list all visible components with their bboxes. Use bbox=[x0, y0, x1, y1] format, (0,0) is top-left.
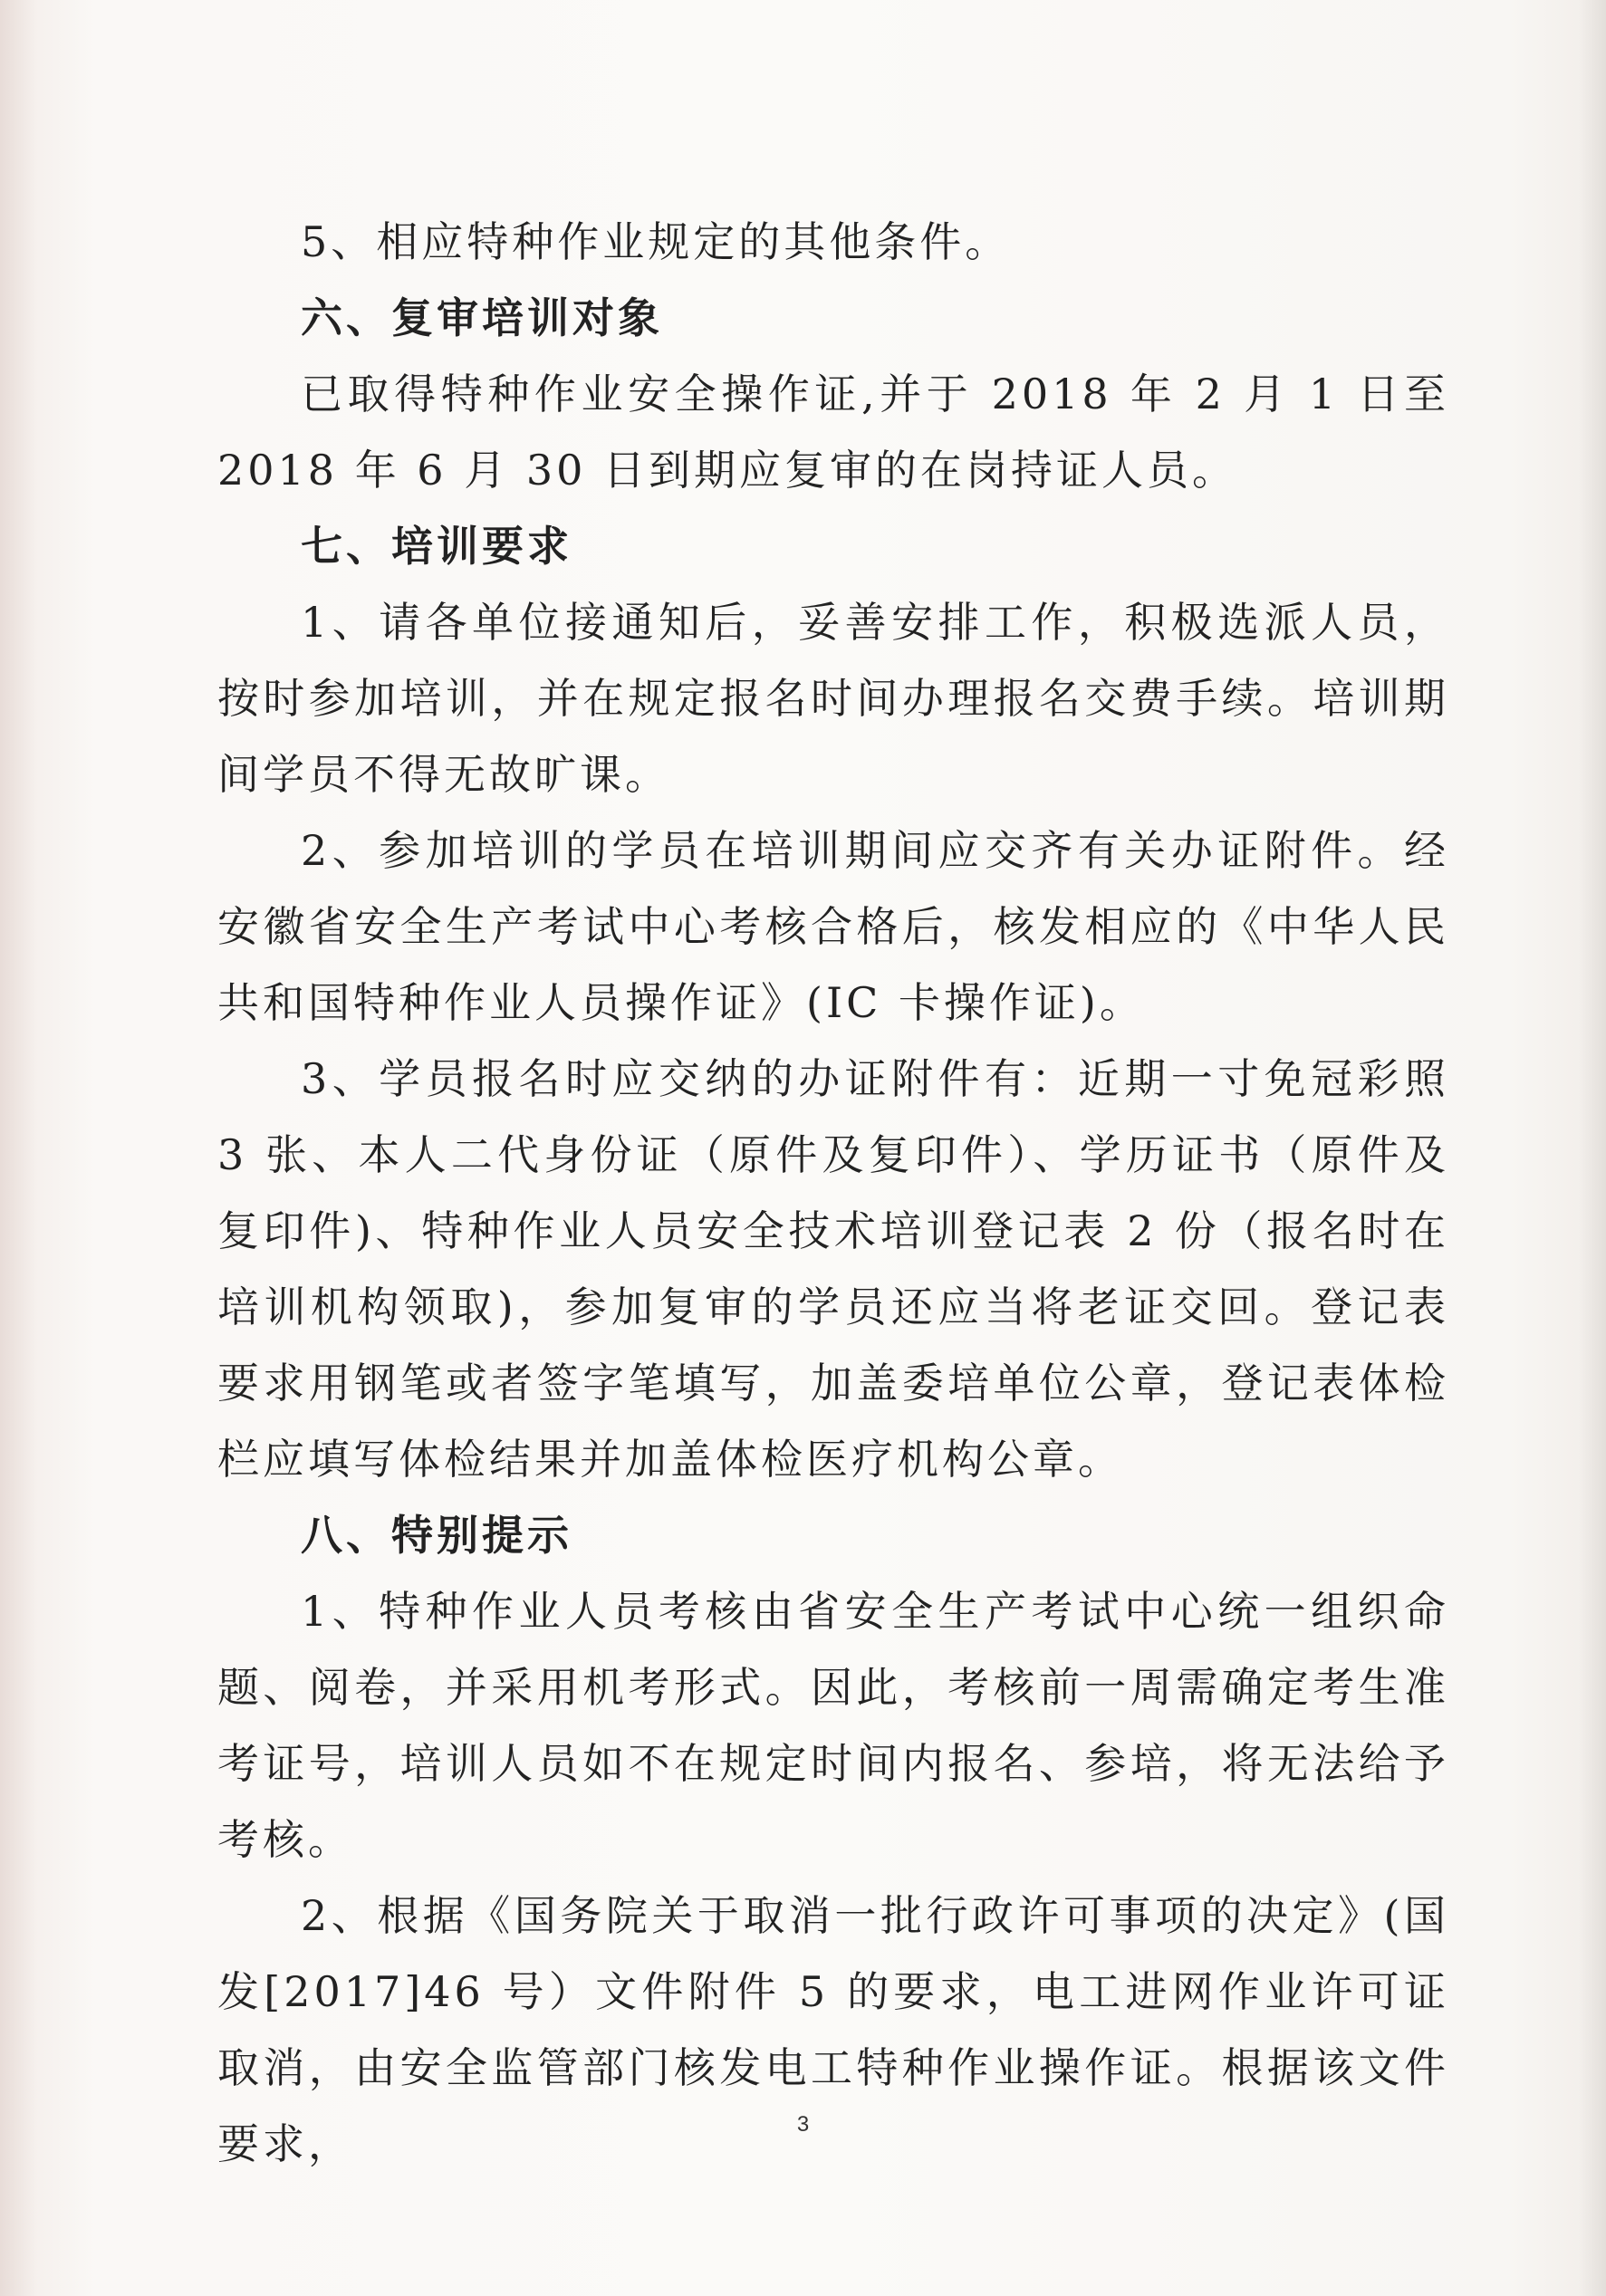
scan-edge-left bbox=[0, 0, 36, 2296]
paragraph-requirement-2: 2、参加培训的学员在培训期间应交齐有关办证附件。经安徽省安全生产考试中心考核合格后，核发相应的《中华人民共和国特种作业人员操作证》(IC 卡操作证)。 bbox=[217, 826, 1449, 1027]
section-heading-8: 八、特别提示 bbox=[301, 1511, 572, 1560]
section-heading-6: 六、复审培训对象 bbox=[301, 293, 663, 342]
page-number: 3 bbox=[796, 2112, 810, 2137]
body-text bbox=[217, 204, 1449, 2182]
paragraph-review-target: 已取得特种作业安全操作证,并于 2018 年 2 月 1 日至 2018 年 6 月 30 日到期应复审的在岗持证人员。 bbox=[217, 370, 1449, 495]
paragraph-requirement-1: 1、请各单位接通知后，妥善安排工作，积极选派人员，按时参加培训，并在规定报名时间办理报名交费手续。培训期间学员不得无故旷课。 bbox=[217, 598, 1449, 799]
paragraph-notice-2: 2、根据《国务院关于取消一批行政许可事项的决定》(国发[2017]46 号）文件附件 5 的要求，电工进网作业许可证取消，由安全监管部门核发电工特种作业操作证。根据该文件要求， bbox=[217, 1891, 1449, 2168]
scan-edge-right bbox=[1579, 0, 1606, 2296]
paragraph-item-5: 5、相应特种作业规定的其他条件。 bbox=[301, 217, 1011, 266]
paragraph-requirement-3: 3、学员报名时应交纳的办证附件有：近期一寸免冠彩照 3 张、本人二代身份证（原件及复印件）、学历证书（原件及复印件)、特种作业人员安全技术培训登记表 2 份（报名时在培训机构领取)，参加复审的学员还应当将老证交回。登记表要求用钢笔或者签字笔填写，加盖委培单位公章，登记表体检栏应填写体检结果并加盖体检医疗机构公章。 bbox=[217, 1054, 1449, 1484]
section-heading-7: 七、培训要求 bbox=[301, 522, 572, 571]
paragraph-notice-1: 1、特种作业人员考核由省安全生产考试中心统一组织命题、阅卷，并采用机考形式。因此，考核前一周需确定考生准考证号，培训人员如不在规定时间内报名、参培，将无法给予考核。 bbox=[217, 1587, 1449, 1864]
